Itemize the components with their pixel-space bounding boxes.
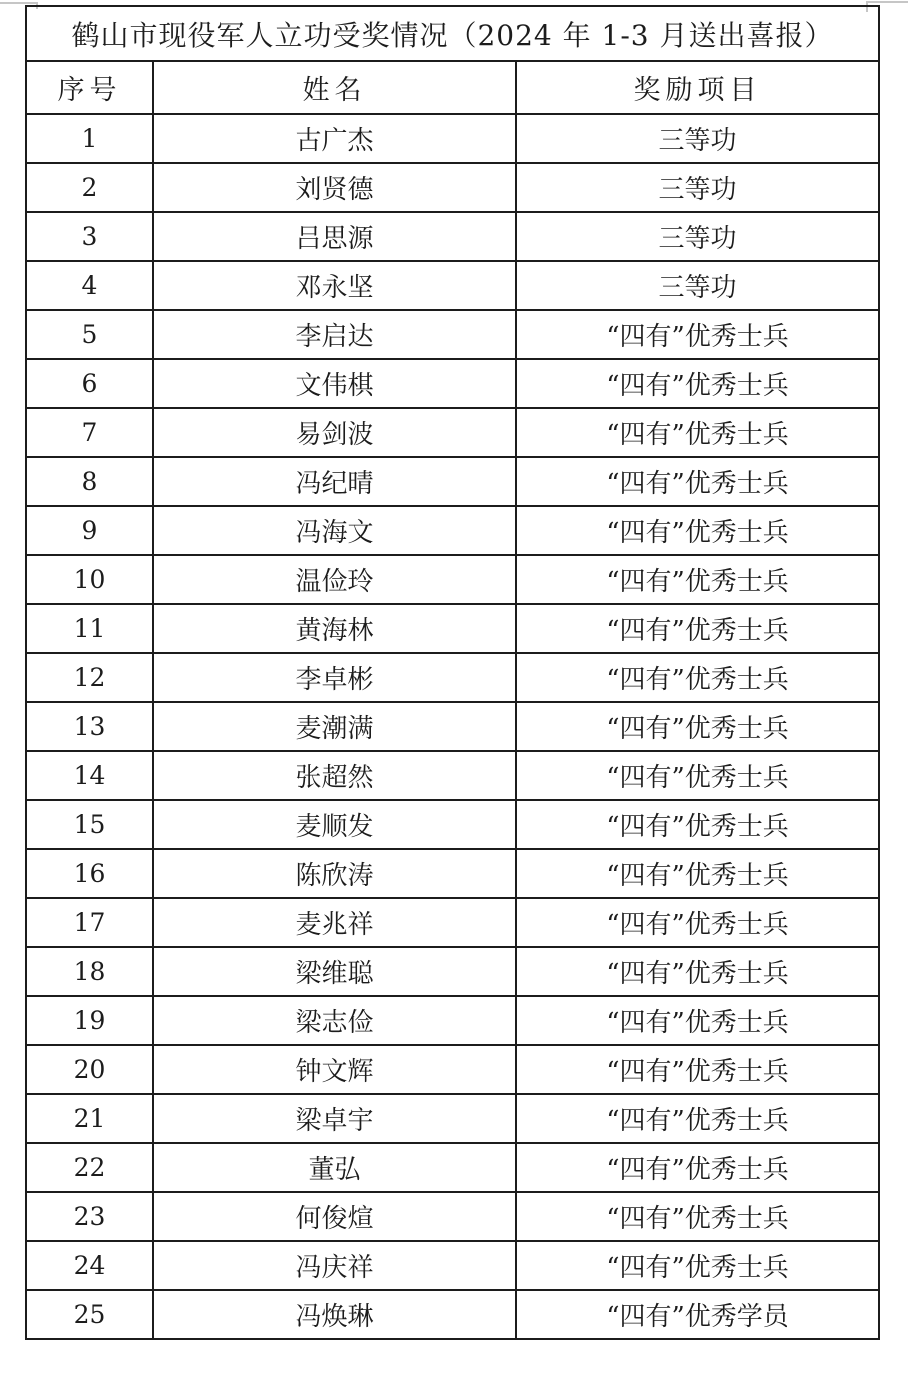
cell-award: 三等功: [516, 261, 879, 310]
cell-no: 14: [26, 751, 153, 800]
table-row: [26, 1241, 879, 1290]
column-header-name: 姓名: [153, 61, 516, 114]
table-title: 鹤山市现役军人立功受奖情况（2024 年 1-3 月送出喜报）: [26, 6, 879, 61]
cell-no: 22: [26, 1143, 153, 1192]
table-row: [26, 800, 879, 849]
cell-award: “四有”优秀士兵: [516, 457, 879, 506]
cell-award: “四有”优秀士兵: [516, 506, 879, 555]
cell-name: 陈欣涛: [153, 849, 516, 898]
cell-name: 梁志俭: [153, 996, 516, 1045]
cell-no: 6: [26, 359, 153, 408]
table-row: [26, 555, 879, 604]
cell-award: “四有”优秀士兵: [516, 555, 879, 604]
cell-name: 张超然: [153, 751, 516, 800]
cell-award: “四有”优秀士兵: [516, 898, 879, 947]
cell-no: 2: [26, 163, 153, 212]
cell-award: “四有”优秀士兵: [516, 604, 879, 653]
cell-award: “四有”优秀士兵: [516, 310, 879, 359]
cell-award: “四有”优秀士兵: [516, 1192, 879, 1241]
cell-award: 三等功: [516, 114, 879, 163]
cell-award: “四有”优秀士兵: [516, 1094, 879, 1143]
cell-no: 17: [26, 898, 153, 947]
cell-no: 21: [26, 1094, 153, 1143]
cell-award: “四有”优秀士兵: [516, 1241, 879, 1290]
cell-award: 三等功: [516, 163, 879, 212]
cell-name: 黄海林: [153, 604, 516, 653]
cell-name: 麦兆祥: [153, 898, 516, 947]
table-row: [26, 212, 879, 261]
table-row: [26, 653, 879, 702]
table-row: [26, 359, 879, 408]
award-table: [25, 5, 880, 1340]
table-row: [26, 1045, 879, 1094]
table-row: [26, 261, 879, 310]
cell-no: 25: [26, 1290, 153, 1339]
cell-no: 1: [26, 114, 153, 163]
table-header-row: [26, 61, 879, 114]
cell-no: 10: [26, 555, 153, 604]
cell-award: “四有”优秀学员: [516, 1290, 879, 1339]
table-row: [26, 898, 879, 947]
cell-award: “四有”优秀士兵: [516, 359, 879, 408]
cell-name: 李启达: [153, 310, 516, 359]
cell-no: 18: [26, 947, 153, 996]
cell-name: 邓永坚: [153, 261, 516, 310]
cell-name: 麦顺发: [153, 800, 516, 849]
table-row: [26, 996, 879, 1045]
column-header-no: 序号: [26, 61, 153, 114]
cell-name: 刘贤德: [153, 163, 516, 212]
cell-award: “四有”优秀士兵: [516, 996, 879, 1045]
table-row: [26, 1143, 879, 1192]
table-row: [26, 163, 879, 212]
cell-name: 温俭玲: [153, 555, 516, 604]
crop-artifact-top-right: [866, 1, 908, 3]
table-row: [26, 114, 879, 163]
table-row: [26, 751, 879, 800]
cell-no: 9: [26, 506, 153, 555]
cell-award: “四有”优秀士兵: [516, 408, 879, 457]
table-row: [26, 849, 879, 898]
cell-name: 梁卓宇: [153, 1094, 516, 1143]
table-row: [26, 457, 879, 506]
cell-award: “四有”优秀士兵: [516, 702, 879, 751]
cell-no: 16: [26, 849, 153, 898]
table-row: [26, 408, 879, 457]
cell-no: 11: [26, 604, 153, 653]
table-row: [26, 604, 879, 653]
table-title-row: [26, 6, 879, 61]
cell-award: “四有”优秀士兵: [516, 653, 879, 702]
table-row: [26, 1192, 879, 1241]
cell-name: 麦潮满: [153, 702, 516, 751]
cell-no: 12: [26, 653, 153, 702]
cell-award: “四有”优秀士兵: [516, 947, 879, 996]
cell-name: 冯庆祥: [153, 1241, 516, 1290]
cell-award: “四有”优秀士兵: [516, 1045, 879, 1094]
cell-award: “四有”优秀士兵: [516, 800, 879, 849]
cell-no: 5: [26, 310, 153, 359]
cell-no: 15: [26, 800, 153, 849]
table-row: [26, 1290, 879, 1339]
cell-name: 钟文辉: [153, 1045, 516, 1094]
cell-name: 吕思源: [153, 212, 516, 261]
cell-no: 20: [26, 1045, 153, 1094]
cell-no: 19: [26, 996, 153, 1045]
table-row: [26, 1094, 879, 1143]
table-row: [26, 310, 879, 359]
cell-award: “四有”优秀士兵: [516, 751, 879, 800]
cell-award: 三等功: [516, 212, 879, 261]
cell-no: 13: [26, 702, 153, 751]
cell-no: 7: [26, 408, 153, 457]
cell-no: 4: [26, 261, 153, 310]
crop-artifact-top-left: [0, 2, 38, 4]
cell-name: 古广杰: [153, 114, 516, 163]
cell-no: 24: [26, 1241, 153, 1290]
table-body: [26, 114, 879, 1339]
cell-name: 冯纪晴: [153, 457, 516, 506]
cell-no: 8: [26, 457, 153, 506]
cell-name: 董弘: [153, 1143, 516, 1192]
cell-name: 何俊煊: [153, 1192, 516, 1241]
cell-award: “四有”优秀士兵: [516, 1143, 879, 1192]
table-row: [26, 947, 879, 996]
table-row: [26, 702, 879, 751]
cell-name: 冯焕琳: [153, 1290, 516, 1339]
cell-no: 3: [26, 212, 153, 261]
cell-name: 文伟棋: [153, 359, 516, 408]
cell-name: 梁维聪: [153, 947, 516, 996]
table-row: [26, 506, 879, 555]
column-header-award: 奖励项目: [516, 61, 879, 114]
cell-no: 23: [26, 1192, 153, 1241]
cell-name: 易剑波: [153, 408, 516, 457]
cell-name: 冯海文: [153, 506, 516, 555]
cell-award: “四有”优秀士兵: [516, 849, 879, 898]
cell-name: 李卓彬: [153, 653, 516, 702]
